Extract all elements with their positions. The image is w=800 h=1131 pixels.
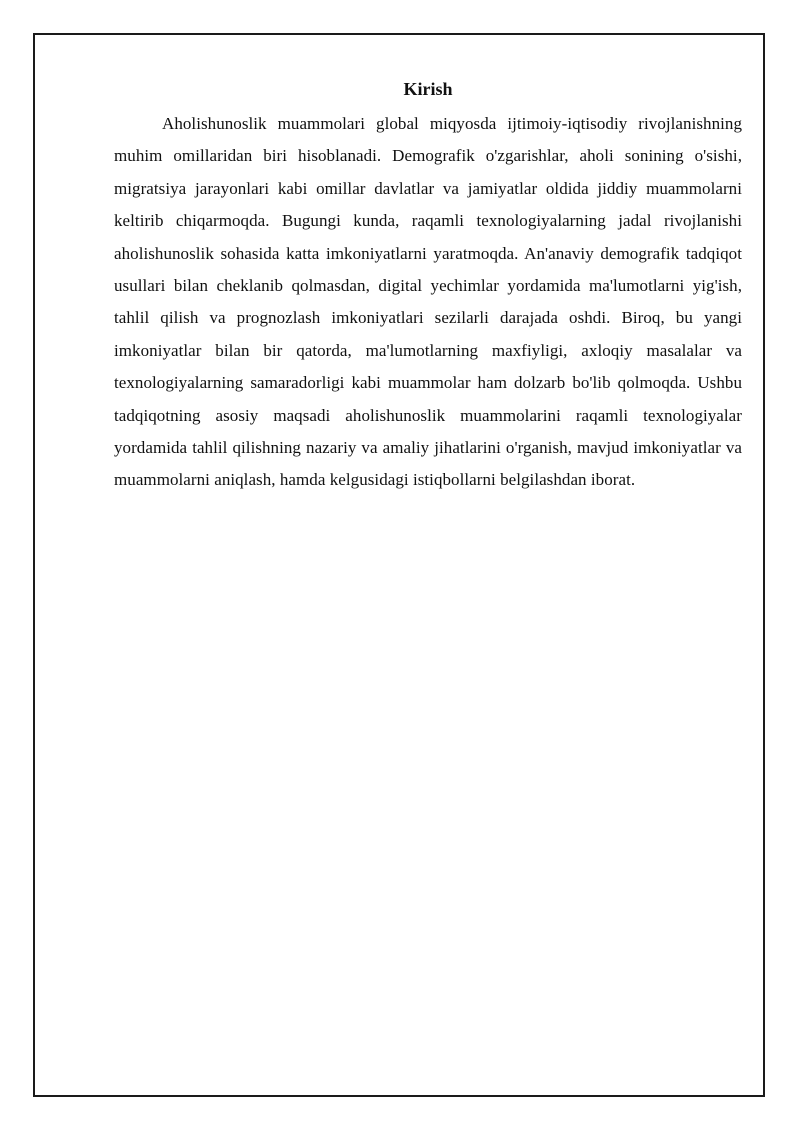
intro-paragraph: Aholishunoslik muammolari global miqyosda ijtimoiy-iqtisodiy rivojlanishning muhim omillaridan biri hisoblanadi. Demografik o'zgarishlar, aholi sonining o'sishi, migratsiya jarayonlari kabi omillar davlatlar va jamiyatlar oldida jiddiy muammolarni keltirib chiqarmoqda. Bugungi kunda, raqamli texnologiyalarning jadal rivojlanishi aholishunoslik sohasida katta imkoniyatlarni yaratmoqda. An'anaviy demografik tadqiqot usullari bilan cheklanib qolmasdan, digital yechimlar yordamida ma'lumotlarni yig'ish, tahlil qilish va prognozlash imkoniyatlari sezilarli darajada oshdi. Biroq, bu yangi imkoniyatlar bilan bir qatorda, ma'lumotlarning maxfiyligi, axloqiy masalalar va texnologiyalarning samaradorligi kabi muammolar ham dolzarb bo'lib qolmoqda. Ushbu tadqiqotning asosiy maqsadi aholishunoslik muammolarini raqamli texnologiyalar yordamida tahlil qilishning nazariy va amaliy jihatlarini o'rganish, mavjud imkoniyatlar va muammolarni aniqlash, hamda kelgusidagi istiqbollarni belgilashdan iborat. [114, 114, 742, 490]
document-body [114, 78, 742, 497]
section-heading: Kirish [403, 79, 453, 99]
